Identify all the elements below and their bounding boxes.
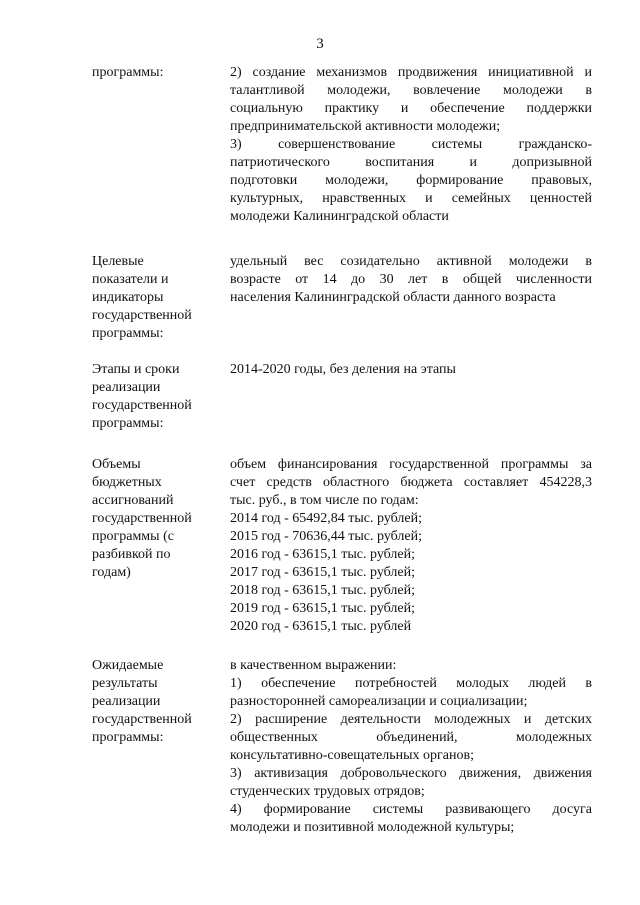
label-line: Этапы и сроки (92, 362, 180, 377)
content-line: разносторонней самореализации и социализации; (230, 694, 528, 709)
content-line: 2017 год - 63615,1 тыс. рублей; (230, 565, 416, 580)
label-line: реализации (92, 380, 161, 395)
label-line: индикаторы (92, 290, 164, 305)
section-content (230, 64, 592, 226)
content-line: счет средств областного бюджета составляет 454228,3 (230, 475, 592, 490)
content-line: объем финансирования государственной программы за (230, 457, 592, 472)
content-line: тыс. руб., в том числе по годам: (230, 493, 419, 508)
section-content (230, 456, 592, 636)
content-line: молодежи Калининградской области (230, 209, 449, 224)
content-line: талантливой молодежи, вовлечение молодежи в (230, 83, 592, 98)
content-line: населения Калининградской области данного возраста (230, 290, 556, 305)
content-line: социальную практику и обеспечение поддержки (230, 101, 592, 116)
label-line: Ожидаемые (92, 658, 164, 673)
label-line: государственной (92, 398, 192, 413)
section-label (92, 361, 216, 433)
content-line: 2014-2020 годы, без деления на этапы (230, 362, 456, 377)
content-line: консультативно-совещательных органов; (230, 748, 474, 763)
label-line: ассигнований (92, 493, 174, 508)
label-line: государственной (92, 712, 192, 727)
content-line: 2018 год - 63615,1 тыс. рублей; (230, 583, 416, 598)
content-line: удельный вес созидательно активной молодежи в (230, 254, 592, 269)
label-line: Целевые (92, 254, 144, 269)
page-number: 3 (316, 36, 324, 52)
content-line: 2) расширение деятельности молодежных и детских (230, 712, 592, 727)
section-label (92, 64, 216, 82)
section-content (230, 657, 592, 837)
content-line: 4) формирование системы развивающего досуга (230, 802, 592, 817)
content-line: предпринимательской активности молодежи; (230, 119, 501, 134)
content-line: в качественном выражении: (230, 658, 397, 673)
label-line: программы: (92, 416, 164, 431)
label-line: бюджетных (92, 475, 162, 490)
label-line: годам) (92, 565, 131, 580)
content-line: 2020 год - 63615,1 тыс. рублей (230, 619, 412, 634)
content-line: возрасте от 14 до 30 лет в общей численности (230, 272, 592, 287)
content-line: патриотического воспитания и допризывной (230, 155, 592, 170)
content-line: 2014 год - 65492,84 тыс. рублей; (230, 511, 423, 526)
content-line: молодежи и позитивной молодежной культуры; (230, 820, 515, 835)
label-line: реализации (92, 694, 161, 709)
content-line: 2015 год - 70636,44 тыс. рублей; (230, 529, 423, 544)
content-line: 3) активизация добровольческого движения, движения (230, 766, 592, 781)
section-label (92, 456, 216, 582)
label-line: программы: (92, 65, 164, 80)
label-line: государственной (92, 308, 192, 323)
content-line: общественных объединений, молодежных (230, 730, 592, 745)
label-line: программы (с (92, 529, 174, 544)
content-line: 2019 год - 63615,1 тыс. рублей; (230, 601, 416, 616)
label-line: программы: (92, 326, 164, 341)
section-label (92, 253, 216, 343)
content-line: 2) создание механизмов продвижения инициативной и (230, 65, 592, 80)
content-line: подготовки молодежи, формирование правовых, (230, 173, 592, 188)
label-line: результаты (92, 676, 158, 691)
section-content (230, 253, 592, 307)
label-line: показатели и (92, 272, 169, 287)
label-line: программы: (92, 730, 164, 745)
content-line: культурных, нравственных и семейных ценностей (230, 191, 592, 206)
content-line: 3) совершенствование системы гражданско- (230, 137, 592, 152)
content-line: 1) обеспечение потребностей молодых людей в (230, 676, 592, 691)
section-label (92, 657, 216, 747)
content-line: 2016 год - 63615,1 тыс. рублей; (230, 547, 416, 562)
label-line: разбивкой по (92, 547, 171, 562)
label-line: Объемы (92, 457, 141, 472)
content-line: студенческих трудовых отрядов; (230, 784, 425, 799)
label-line: государственной (92, 511, 192, 526)
section-content (230, 361, 592, 379)
